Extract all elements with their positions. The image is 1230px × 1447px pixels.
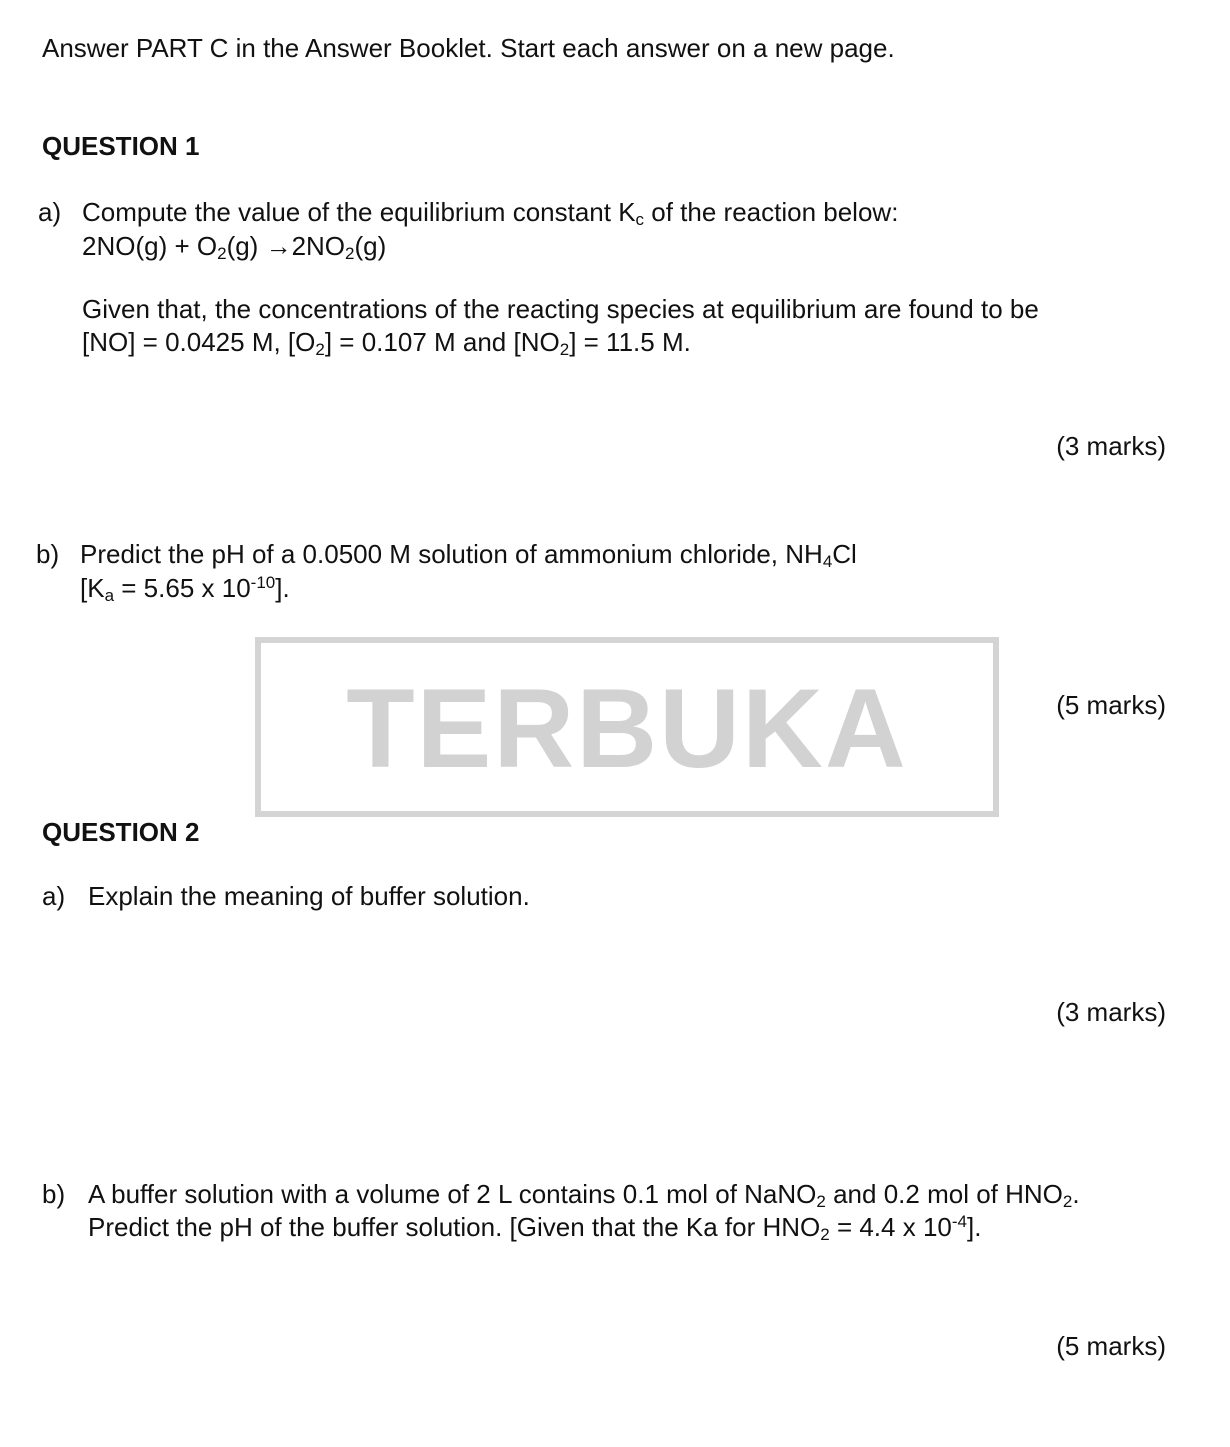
q2b-line-2: Predict the pH of the buffer solution. [Given that the Ka for $HNO_2 = 4.4$ x $10^{-4}$].	[88, 1212, 982, 1244]
question-2-heading: QUESTION 2	[42, 817, 200, 847]
q2b-marks: (5 marks)	[1056, 1331, 1166, 1361]
q1a-given-line-1: Given that, the concentrations of the reacting species at equilibrium are found to be	[82, 294, 1039, 324]
instruction-text: Answer PART C in the Answer Booklet. Start each answer on a new page.	[42, 33, 895, 63]
q2b-label: b)	[42, 1179, 66, 1209]
q2a-text: Explain the meaning of buffer solution.	[88, 881, 530, 911]
terbuka-stamp	[255, 637, 999, 817]
q1b-label: b)	[36, 539, 60, 569]
q2a-label: a)	[42, 881, 66, 911]
stamp-text: TERBUKA	[346, 666, 908, 791]
q1b-line-1: Predict the pH of a 0.0500 M solution of ammonium chloride, $NH_4Cl$	[80, 539, 857, 571]
q1a-prompt: Compute the value of the equilibrium constant $K_c$ of the reaction below:	[82, 197, 899, 229]
q1b-line-2: [$K_a = 5.65$ x $10^{-10}$].	[80, 573, 290, 605]
q1a-reaction: $2NO(g) + O_2(g) \to 2NO_2(g)$	[82, 231, 387, 263]
question-1-heading: QUESTION 1	[42, 131, 200, 161]
q1a-marks: (3 marks)	[1056, 431, 1166, 461]
q1a-given-line-2: [NO] = 0.0425 M, $[O_2] = 0.107$ M and $[NO_2] = 11.5$ M.	[82, 327, 691, 359]
q1a-label: a)	[38, 197, 62, 227]
q1b-marks: (5 marks)	[1056, 690, 1166, 720]
q2a-marks: (3 marks)	[1056, 997, 1166, 1027]
q2b-line-1: A buffer solution with a volume of 2 L contains 0.1 mol of NaNO$_2$ and 0.2 mol of $HNO_2$.	[88, 1179, 1080, 1211]
